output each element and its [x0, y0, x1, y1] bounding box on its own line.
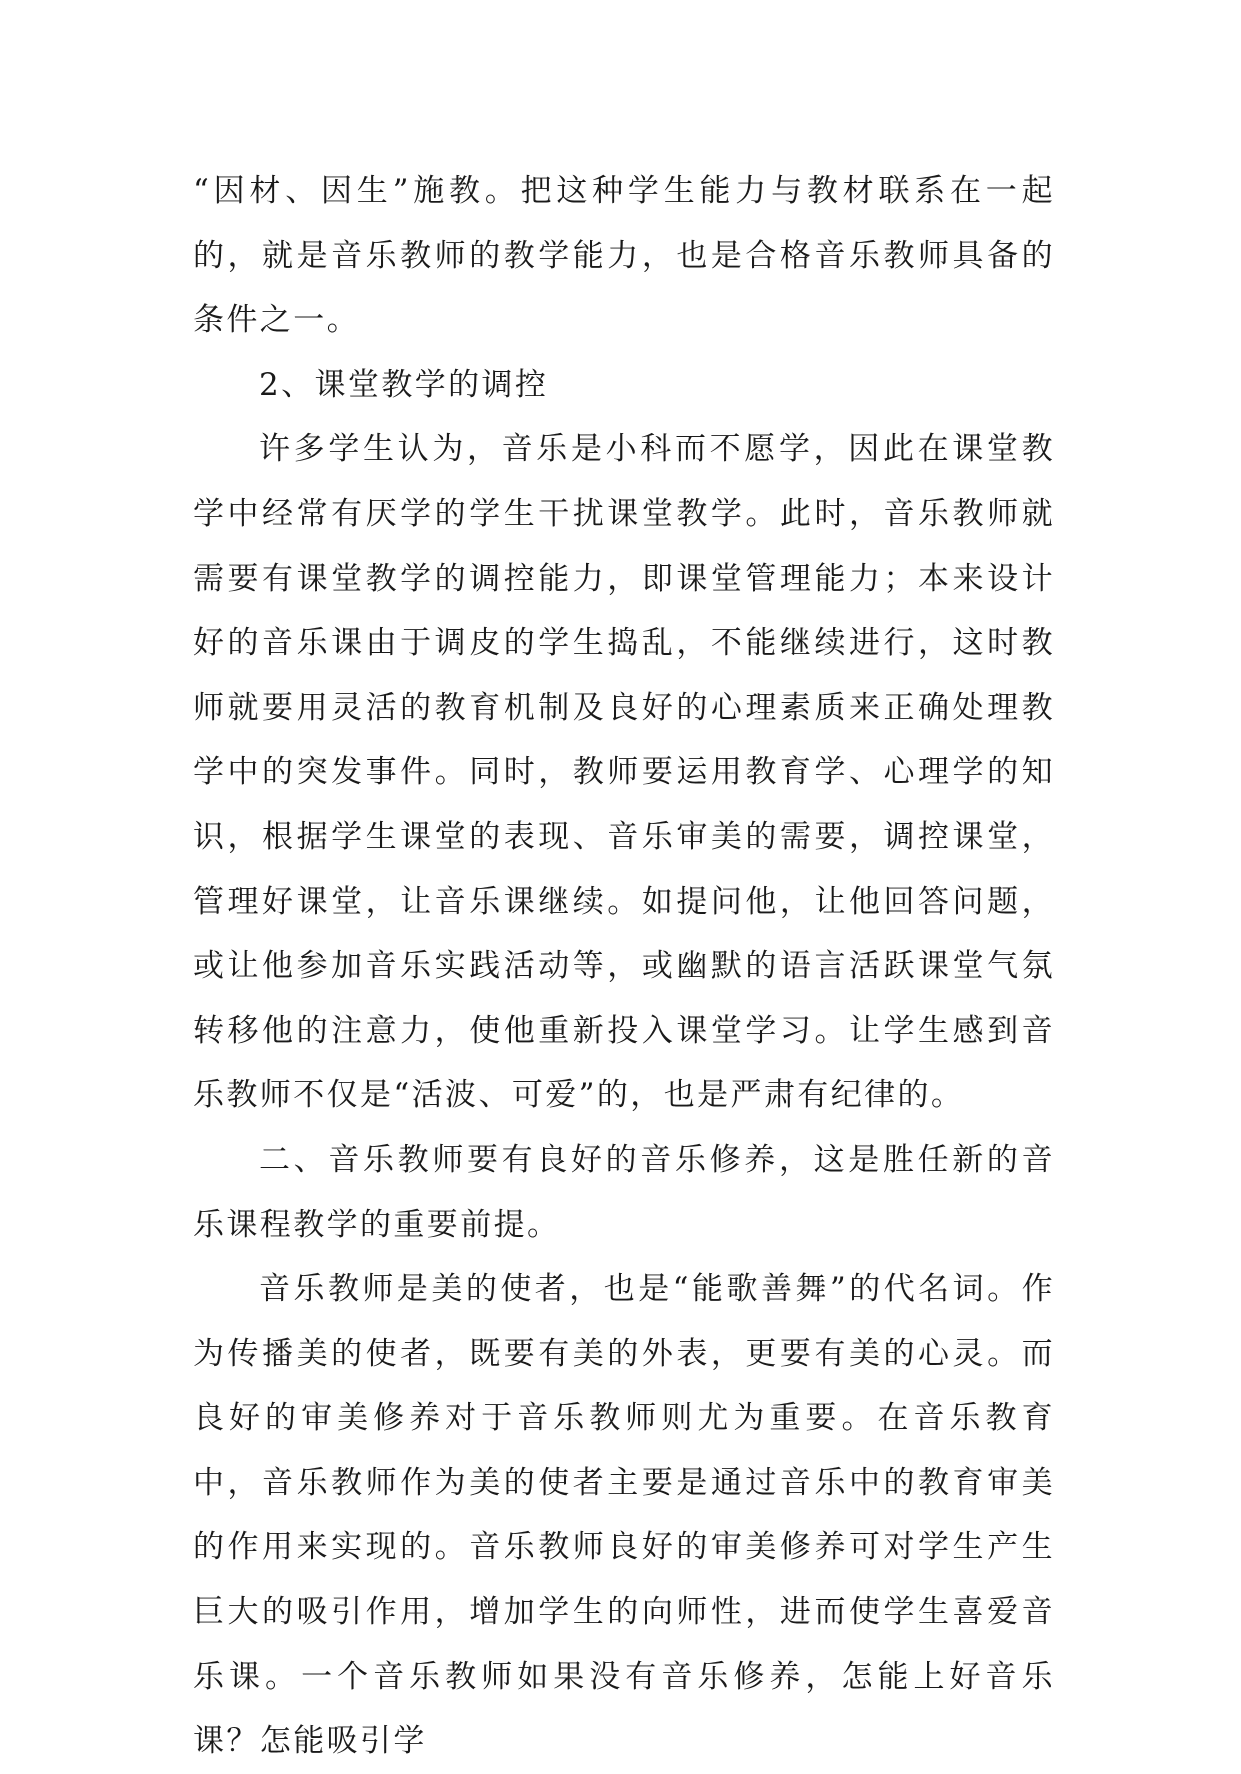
paragraph-aesthetic-cultivation: 音乐教师是美的使者，也是“能歌善舞”的代名词。作为传播美的使者，既要有美的外表，更要有美的心灵。而良好的审美修养对于音乐教师则尤为重要。在音乐教育中，音乐教师作为美的使者主要是通过音乐中的教育审美的作用来实现的。音乐教师良好的审美修养可对学生产生巨大的吸引作用，增加学生的向师性，进而使学生喜爱音乐课。一个音乐教师如果没有音乐修养，怎能上好音乐课？怎能吸引学 [193, 1271, 1055, 1760]
paragraph-classroom-management: 许多学生认为，音乐是小科而不愿学，因此在课堂教学中经常有厌学的学生干扰课堂教学。此时，音乐教师就需要有课堂教学的调控能力，即课堂管理能力；本来设计好的音乐课由于调皮的学生捣乱，不能继续进行，这时教师就要用灵活的教育机制及良好的心理素质来正确处理教学中的突发事件。同时，教师要运用教育学、心理学的知识，根据学生课堂的表现、音乐审美的需要，调控课堂，管理好课堂，让音乐课继续。如提问他，让他回答问题，或让他参加音乐实践活动等，或幽默的语言活跃课堂气氛转移他的注意力，使他重新投入课堂学习。让学生感到音乐教师不仅是“活波、可爱”的，也是严肃有纪律的。 [193, 431, 1055, 1114]
section-heading-classroom-control: 2、课堂教学的调控 [259, 366, 549, 403]
document-body [193, 159, 1055, 1774]
paragraph-teaching-ability-conclusion: “因材、因生”施教。把这种学生能力与教材联系在一起的，就是音乐教师的教学能力，也是合格音乐教师具备的条件之一。 [193, 173, 1055, 339]
section-heading-music-cultivation: 二、音乐教师要有良好的音乐修养，这是胜任新的音乐课程教学的重要前提。 [193, 1141, 1055, 1243]
